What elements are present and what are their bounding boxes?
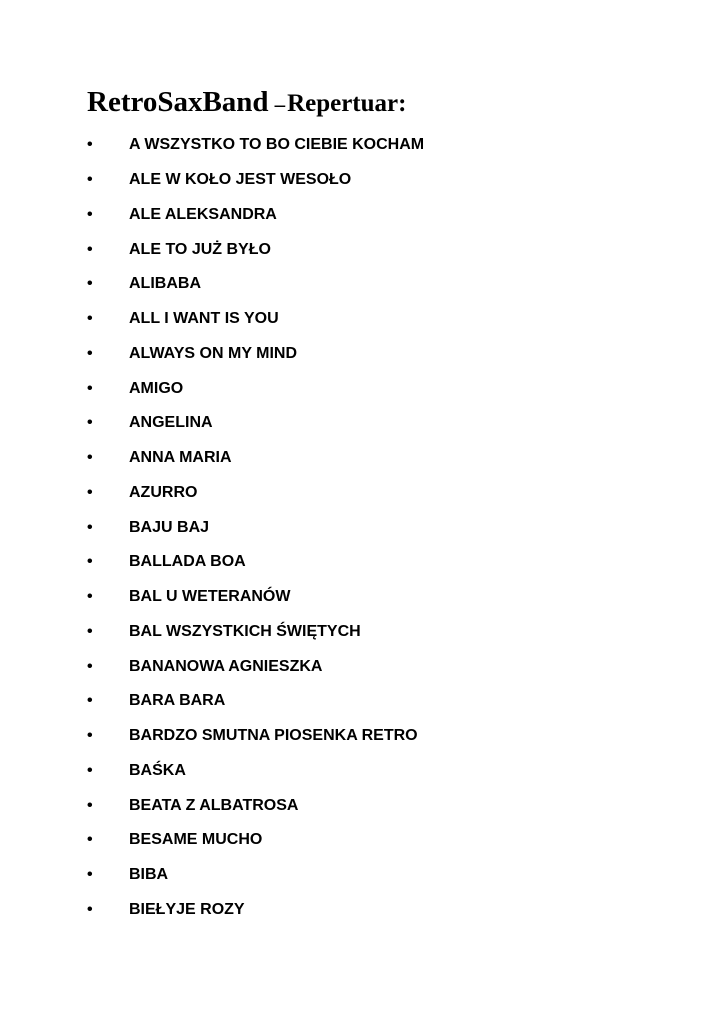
bullet-icon: • (87, 275, 93, 293)
song-list-item (87, 441, 424, 476)
bullet-icon: • (87, 344, 93, 362)
song-list-item (87, 232, 424, 267)
bullet-icon: • (87, 657, 93, 675)
bullet-icon: • (87, 483, 93, 501)
song-title: BIEŁYJE ROZY (129, 900, 245, 918)
song-list-item (87, 406, 424, 441)
song-title: ALE TO JUŻ BYŁO (129, 240, 271, 258)
song-title: AMIGO (129, 379, 184, 397)
song-list-item (87, 371, 424, 406)
song-title: BESAME MUCHO (129, 831, 263, 849)
song-title: BAJU BAJ (129, 518, 210, 536)
song-list-item (87, 823, 424, 858)
band-name: RetroSaxBand (87, 86, 269, 118)
bullet-icon: • (87, 379, 93, 397)
song-title: ALE ALEKSANDRA (129, 205, 277, 223)
song-list-item (87, 719, 424, 754)
bullet-icon: • (87, 692, 93, 710)
bullet-icon: • (87, 205, 93, 223)
song-list (87, 128, 424, 927)
song-list-item (87, 754, 424, 789)
page-title (87, 84, 406, 117)
song-title: BAL WSZYSTKICH ŚWIĘTYCH (129, 622, 361, 640)
song-title: BIBA (129, 866, 169, 884)
bullet-icon: • (87, 866, 93, 884)
song-list-item (87, 163, 424, 198)
song-title: ALL I WANT IS YOU (129, 310, 279, 328)
song-title: BAŚKA (129, 761, 186, 779)
bullet-icon: • (87, 796, 93, 814)
title-repertoire: Repertuar: (287, 90, 407, 117)
bullet-icon: • (87, 622, 93, 640)
bullet-icon: • (87, 900, 93, 918)
bullet-icon: • (87, 727, 93, 745)
song-list-item (87, 128, 424, 163)
song-list-item (87, 337, 424, 372)
song-title: AZURRO (129, 483, 198, 501)
song-list-item (87, 858, 424, 893)
bullet-icon: • (87, 310, 93, 328)
song-list-item (87, 267, 424, 302)
song-title: ANGELINA (129, 414, 213, 432)
song-list-item (87, 510, 424, 545)
song-title: BAL U WETERANÓW (129, 588, 291, 606)
song-list-item (87, 615, 424, 650)
bullet-icon: • (87, 449, 93, 467)
song-title: BARA BARA (129, 692, 226, 710)
song-list-item (87, 893, 424, 928)
bullet-icon: • (87, 761, 93, 779)
bullet-icon: • (87, 588, 93, 606)
song-title: BARDZO SMUTNA PIOSENKA RETRO (129, 727, 418, 745)
bullet-icon: • (87, 414, 93, 432)
bullet-icon: • (87, 553, 93, 571)
bullet-icon: • (87, 136, 93, 154)
song-list-item (87, 788, 424, 823)
song-title: ALWAYS ON MY MIND (129, 344, 298, 362)
bullet-icon: • (87, 518, 93, 536)
song-title: BALLADA BOA (129, 553, 246, 571)
song-list-item (87, 545, 424, 580)
song-list-item (87, 649, 424, 684)
song-list-item (87, 580, 424, 615)
bullet-icon: • (87, 240, 93, 258)
bullet-icon: • (87, 831, 93, 849)
bullet-icon: • (87, 171, 93, 189)
song-title: BANANOWA AGNIESZKA (129, 657, 323, 675)
song-title: A WSZYSTKO TO BO CIEBIE KOCHAM (129, 136, 425, 154)
song-list-item (87, 476, 424, 511)
song-list-item (87, 302, 424, 337)
song-title: BEATA Z ALBATROSA (129, 796, 299, 814)
song-title: ANNA MARIA (129, 449, 232, 467)
title-dash: – (274, 92, 286, 116)
song-list-item (87, 684, 424, 719)
song-list-item (87, 198, 424, 233)
song-title: ALE W KOŁO JEST WESOŁO (129, 171, 352, 189)
song-title: ALIBABA (129, 275, 201, 293)
